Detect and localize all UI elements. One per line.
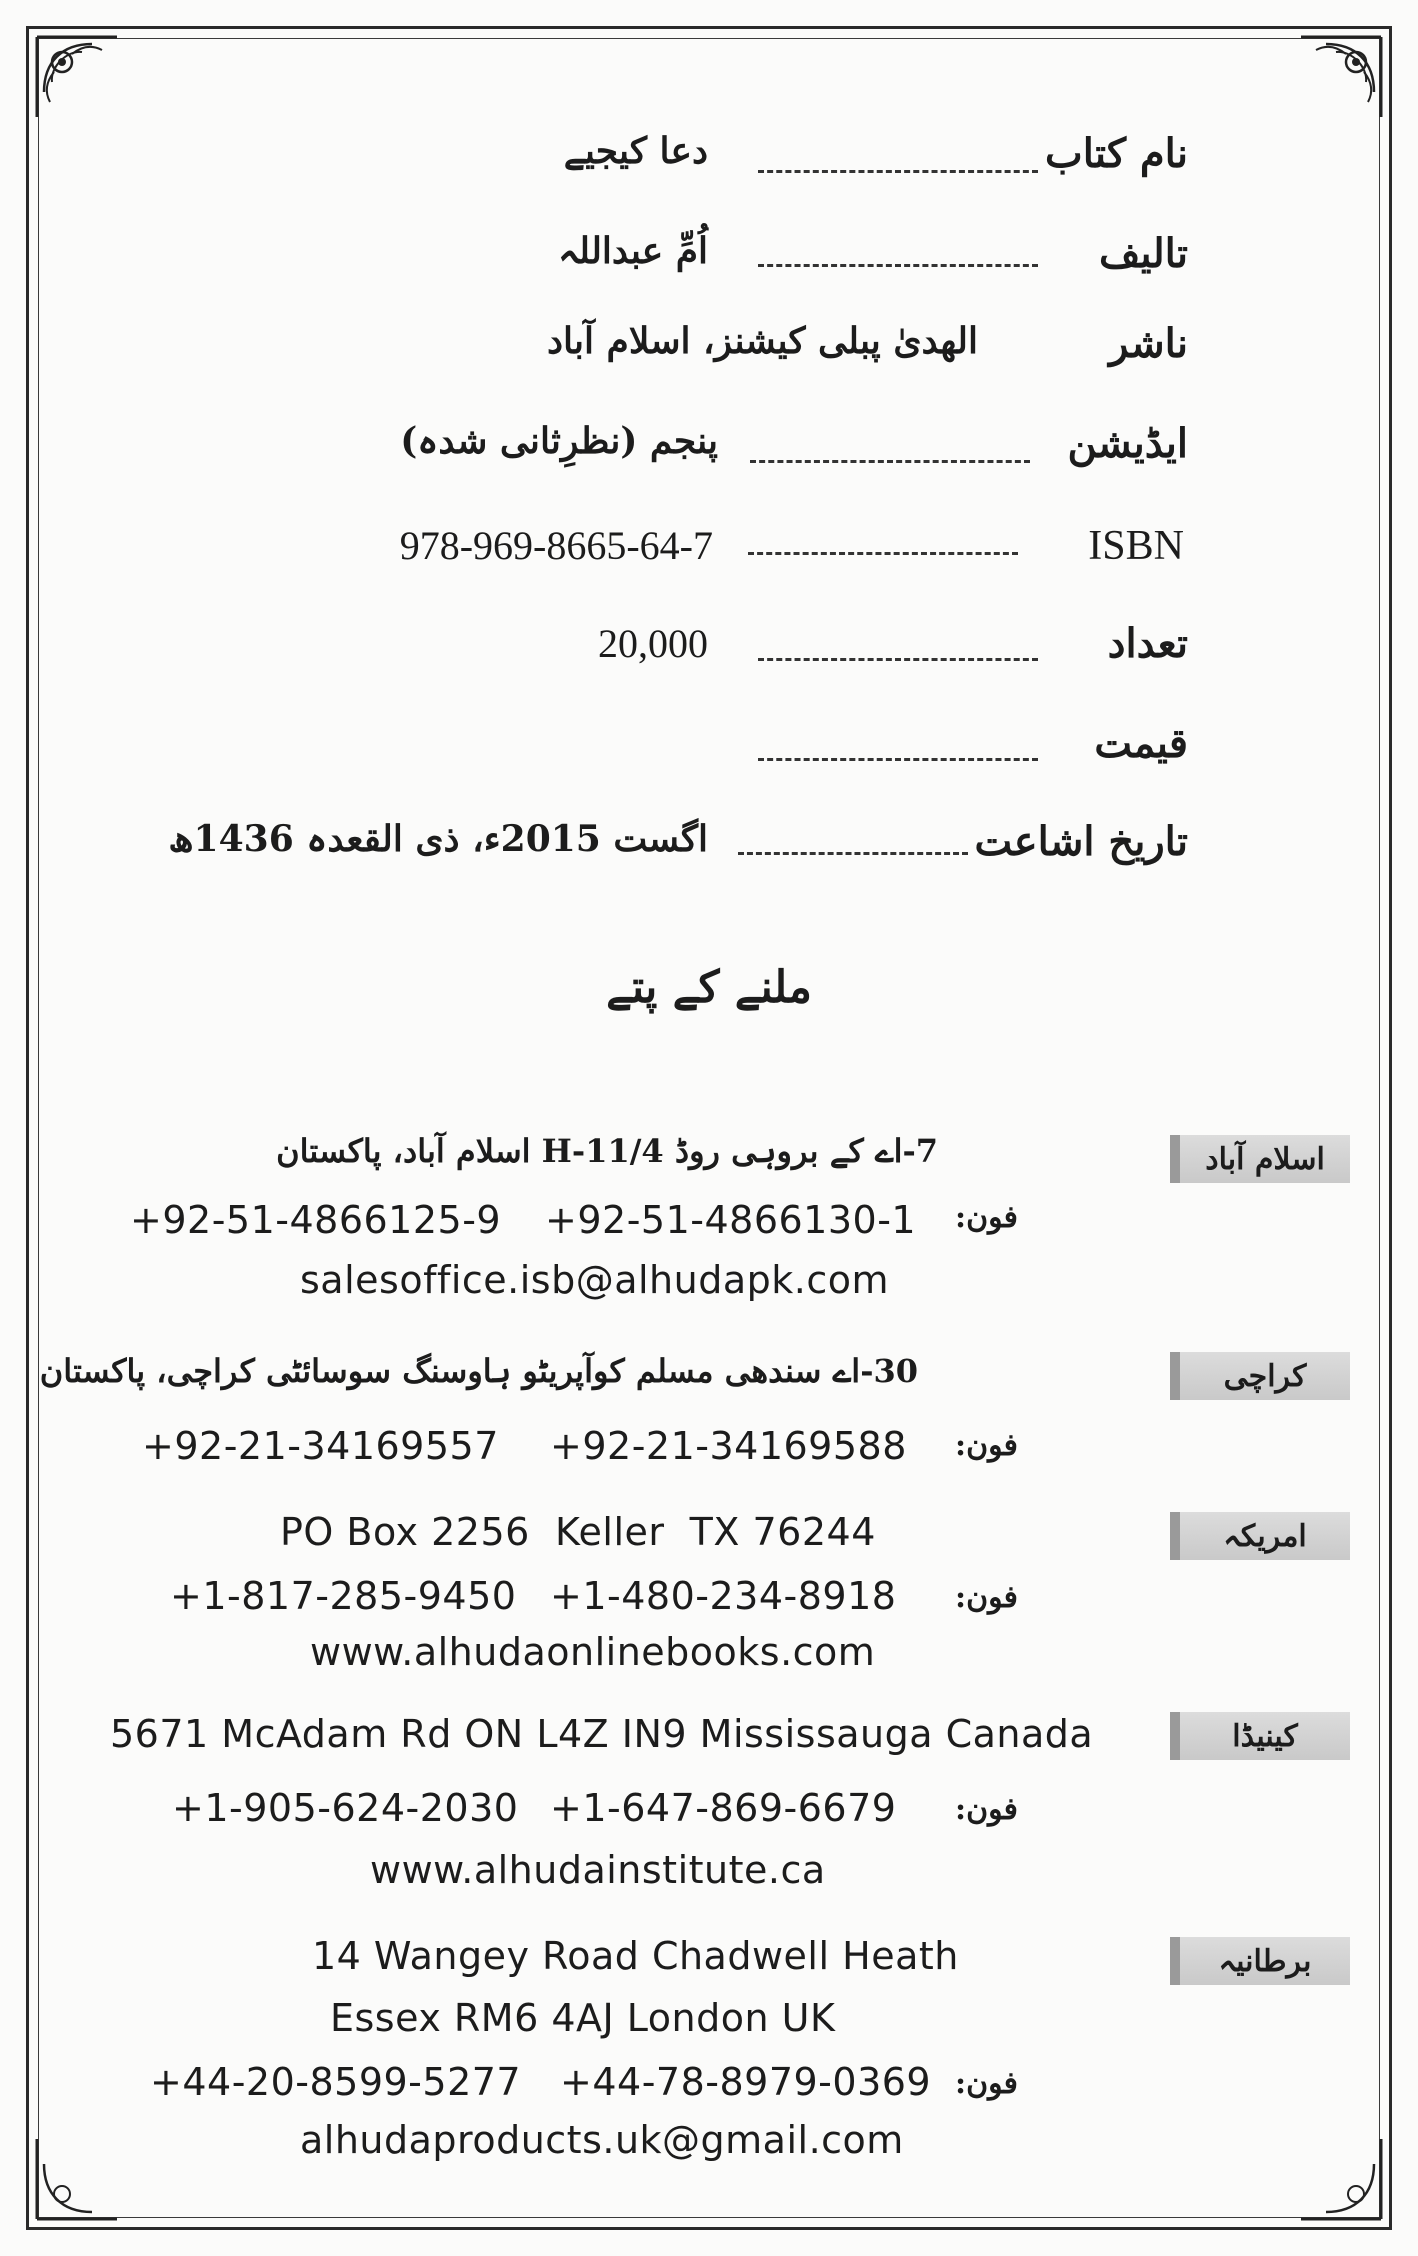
- phone-number: +44-20-8599-5277: [150, 2060, 522, 2104]
- dash-leader: [738, 852, 968, 855]
- city-tab-america: امریکہ: [1170, 1512, 1350, 1560]
- email-address: salesoffice.isb@alhudapk.com: [300, 1258, 889, 1302]
- city-tab-canada: کینیڈا: [1170, 1712, 1350, 1760]
- website: www.alhudainstitute.ca: [370, 1848, 826, 1892]
- detail-label: ایڈیشن: [1067, 420, 1188, 467]
- postal-address: 14 Wangey Road Chadwell Heath: [312, 1934, 959, 1978]
- city-tab-karachi: کراچی: [1170, 1352, 1350, 1400]
- postal-address: 5671 McAdam Rd ON L4Z IN9 Mississauga Canada: [110, 1712, 1094, 1756]
- dash-leader: [758, 658, 1038, 661]
- corner-ornament-icon: [32, 2134, 122, 2224]
- website: www.alhudaonlinebooks.com: [310, 1630, 876, 1674]
- detail-label: ناشر: [1109, 320, 1188, 367]
- phone-label: فون:: [955, 1200, 1018, 1235]
- email-address: alhudaproducts.uk@gmail.com: [300, 2118, 904, 2162]
- phone-number: +92-51-4866125-9: [130, 1198, 502, 1242]
- phone-number: +92-51-4866130-1: [545, 1198, 917, 1242]
- phone-number: +1-480-234-8918: [550, 1574, 897, 1618]
- detail-value: 978-969-8665-64-7: [399, 523, 713, 568]
- detail-label: تعداد: [1107, 620, 1188, 667]
- dash-leader: [758, 264, 1038, 267]
- detail-row-edition: [0, 420, 1418, 480]
- addresses-heading: ملنے کے پتے: [606, 962, 812, 1013]
- postal-address: PO Box 2256 Keller TX 76244: [280, 1510, 876, 1554]
- city-tab-uk: برطانیہ: [1170, 1937, 1350, 1985]
- detail-row-isbn: [0, 522, 1418, 582]
- detail-label: ISBN: [1088, 523, 1184, 569]
- corner-ornament-icon: [32, 32, 122, 122]
- phone-number: +92-21-34169588: [550, 1424, 907, 1468]
- phone-label: فون:: [955, 2066, 1018, 2101]
- dash-leader: [758, 170, 1038, 173]
- detail-value: پنجم (نظرِثانی شدہ): [400, 420, 718, 462]
- detail-row-quantity: [0, 620, 1418, 680]
- dash-leader: [750, 460, 1030, 463]
- detail-value: دعا کیجیے: [563, 130, 708, 172]
- detail-row-author: [0, 230, 1418, 290]
- address-urdu: 30-اے سندھی مسلم کوآپریٹو ہاوسنگ سوسائٹی کراچی، پاکستان: [39, 1352, 918, 1390]
- phone-label: فون:: [955, 1792, 1018, 1827]
- dash-leader: [748, 552, 1018, 555]
- detail-label: تالیف: [1099, 230, 1188, 277]
- postal-address: Essex RM6 4AJ London UK: [330, 1996, 836, 2040]
- corner-ornament-icon: [1296, 2134, 1386, 2224]
- phone-number: +1-817-285-9450: [170, 1574, 517, 1618]
- phone-number: +1-647-869-6679: [550, 1786, 897, 1830]
- detail-label: تاریخ اشاعت: [974, 818, 1188, 865]
- address-urdu: 7-اے کے بروہی روڈ H-11/4 اسلام آباد، پاکستان: [276, 1132, 938, 1170]
- phone-number: +92-21-34169557: [142, 1424, 499, 1468]
- city-tab-islamabad: اسلام آباد: [1170, 1135, 1350, 1183]
- detail-row-title: [0, 130, 1418, 190]
- detail-row-price: [0, 720, 1418, 780]
- detail-value: اُمِّ عبداللہ: [557, 230, 708, 272]
- corner-ornament-icon: [1296, 32, 1386, 122]
- phone-number: +44-78-8979-0369: [560, 2060, 932, 2104]
- detail-row-pubdate: [0, 818, 1418, 878]
- dash-leader: [758, 758, 1038, 761]
- phone-number: +1-905-624-2030: [172, 1786, 519, 1830]
- detail-value: 20,000: [598, 621, 708, 666]
- detail-value: الھدیٰ پبلی کیشنز، اسلام آباد: [547, 320, 978, 362]
- detail-label: نام کتاب: [1045, 130, 1188, 177]
- detail-label: قیمت: [1094, 720, 1188, 767]
- detail-value: اگست 2015ء، ذی القعدہ 1436ھ: [168, 818, 708, 860]
- detail-row-publisher: [0, 320, 1418, 380]
- phone-label: فون:: [955, 1428, 1018, 1463]
- phone-label: فون:: [955, 1580, 1018, 1615]
